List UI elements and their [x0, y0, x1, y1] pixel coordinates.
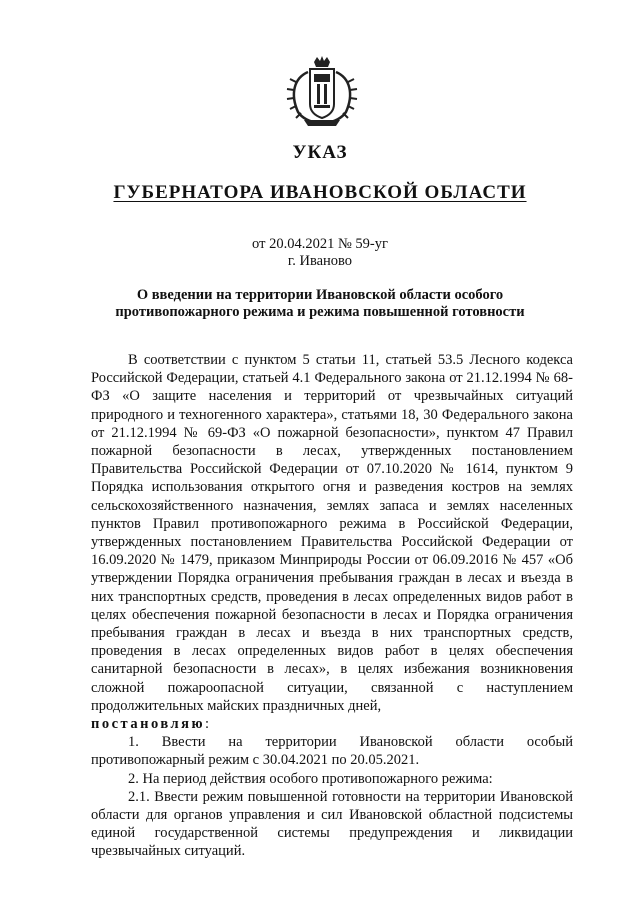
subject-line-1: О введении на территории Ивановской области особого	[136, 287, 504, 303]
decree-word: постановляю	[91, 716, 206, 733]
city: г. Иваново	[287, 253, 353, 269]
decree-operative-word	[91, 715, 573, 733]
issuing-authority-text: ГУБЕРНАТОРА ИВАНОВСКОЙ ОБЛАСТИ	[113, 182, 527, 203]
preamble-paragraph: В соответствии с пунктом 5 статьи 11, статьей 53.5 Лесного кодекса Российской Федерации, статьей 4.1 Федерального закона от 21.12.1994 № 68-ФЗ «О защите населения и территорий от чрезвычайных ситуаций природного и техногенного характера», статьями 18, 30 Федерального закона от 21.12.1994 № 69-ФЗ «О пожарной безопасности», пунктом 47 Правил пожарной безопасности в лесах, утвержденных постановлением Правительства Российской Федерации от 07.10.2020 № 1614, пунктом 9 Порядка использования открытого огня и разведения костров на землях сельскохозяйственного назначения, землях запаса и землях населенных пунктов Правил противопожарного режима в Российской Федерации, утвержденных постановлением Правительства Российской Федерации от 16.09.2020 № 1479, приказом Минприроды России от 06.09.2016 № 457 «Об утверждении Порядка ограничения пребывания граждан в лесах и въезда в них транспортных средств, проведения в лесах определенных видов работ в целях обеспечения пожарной безопасности в лесах и Порядка ограничения пребывания граждан в лесах и въезда в них транспортных средств, проведения в лесах определенных видов работ в целях обеспечения санитарной безопасности в лесах», в целях избежания возникновения сложной пожароопасной ситуации, связанной с наступлением продолжительных майских праздничных дней,	[91, 352, 573, 714]
decree-subject	[60, 287, 580, 321]
decree-colon: :	[205, 716, 210, 733]
document-title: УКАЗ	[292, 142, 348, 163]
item-2-1-paragraph: 2.1. Ввести режим повышенной готовности на территории Ивановской области для органов управления и сил Ивановской областной подсистемы единой государственной системы предупреждения и ликвидации чрезвычайных ситуаций.	[91, 788, 573, 860]
coat-of-arms-icon	[284, 56, 360, 128]
date-number: от 20.04.2021 № 59-уг	[252, 236, 388, 252]
decree-body	[91, 351, 573, 861]
date-and-place	[0, 236, 640, 270]
item-2-paragraph: 2. На период действия особого противопожарного режима:	[128, 770, 493, 787]
item-1-paragraph: 1. Ввести на территории Ивановской области особый противопожарный режим с 30.04.2021 по 20.05.2021.	[91, 734, 573, 769]
subject-line-2: противопожарного режима и режима повышенной готовности	[115, 304, 525, 320]
issuing-authority	[0, 182, 640, 204]
